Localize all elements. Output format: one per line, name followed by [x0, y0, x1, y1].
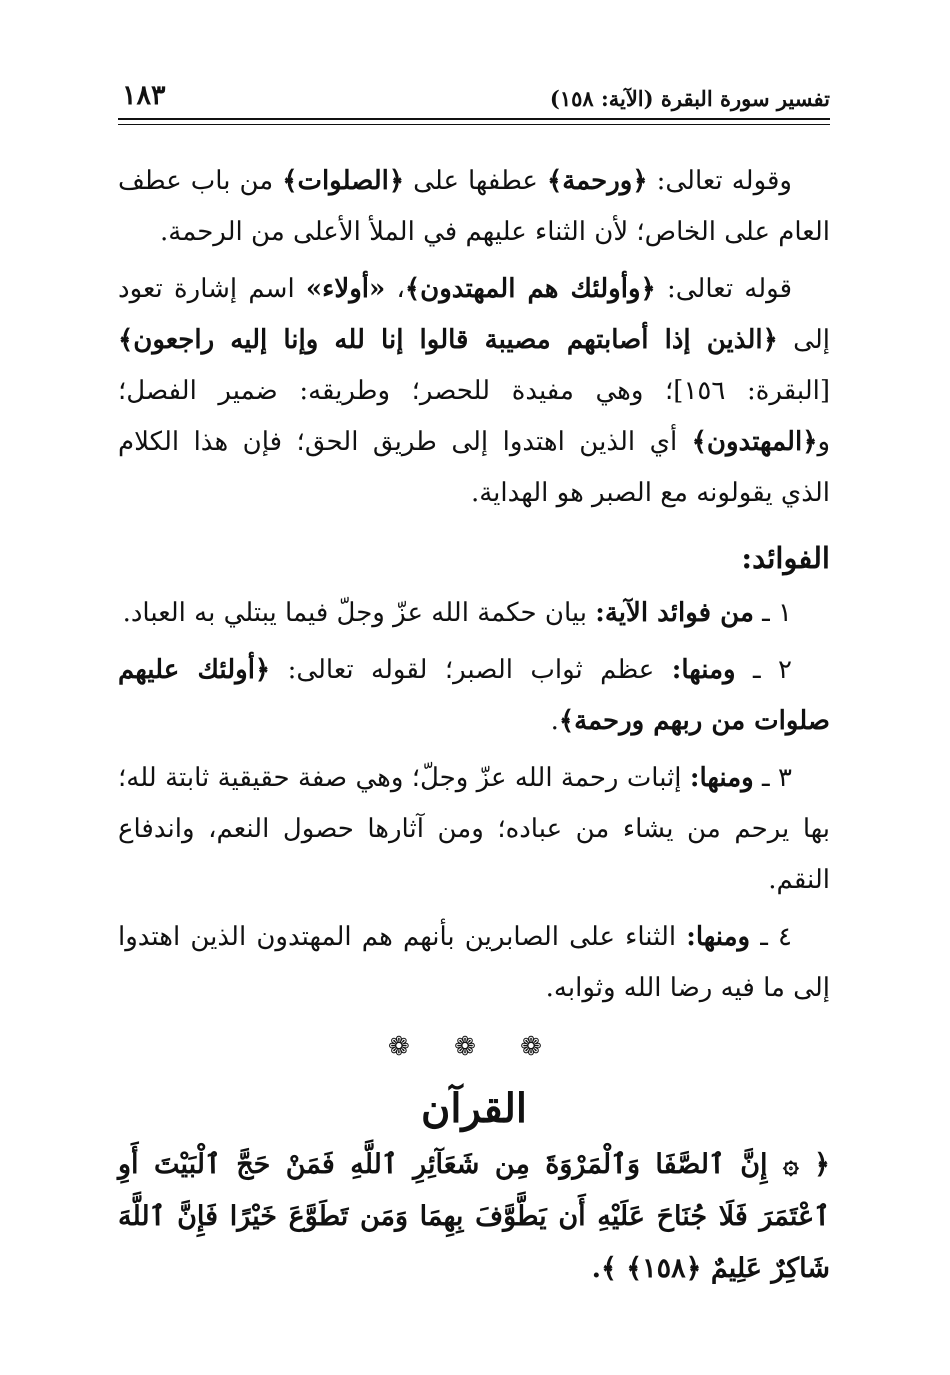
benefit-2 — [118, 645, 830, 747]
quote-term: ﴿وأولئك هم المهتدون﴾ — [404, 274, 656, 304]
page-number: ١٨٣ — [122, 80, 166, 111]
benefit-text: الثناء على الصابرين بأنهم هم المهتدون الذين اهتدوا إلى ما فيه رضا الله وثوابه. — [118, 922, 830, 1003]
benefit-number: ١ ـ — [753, 598, 792, 628]
benefit-lead: ومنها: — [671, 655, 736, 685]
benefit-lead: ومنها: — [686, 922, 751, 952]
benefit-1 — [118, 588, 830, 639]
quran-heading: القرآن — [420, 1085, 528, 1132]
page-body — [118, 156, 830, 1295]
text: من باب عطف العام على الخاص؛ لأن الثناء عليهم في الملأ الأعلى من الرحمة. — [118, 166, 830, 247]
text: . — [550, 706, 559, 736]
benefits-heading: الفوائد: — [741, 541, 830, 575]
running-title: تفسير سورة البقرة (الآية: ١٥٨) — [549, 86, 830, 111]
header-rule — [118, 124, 830, 125]
benefit-3 — [118, 753, 830, 906]
benefit-number: ٣ ـ — [753, 763, 792, 793]
benefit-text: بيان حكمة الله عزّ وجلّ فيما يبتلي به العباد. — [122, 598, 596, 628]
quote-verse: ﴿الذين إذا أصابتهم مصيبة قالوا إنا لله وإنا إليه راجعون﴾ — [118, 325, 778, 355]
text: اسم إشارة تعود إلى — [118, 274, 830, 355]
paragraph-2 — [118, 264, 830, 519]
text: وقوله تعالى: — [647, 166, 792, 196]
benefit-lead: من فوائد الآية: — [595, 598, 754, 628]
quote-term: ﴿ورحمة﴾ — [546, 166, 648, 196]
paragraph-1 — [118, 156, 830, 258]
section-separator: ❁ ❁ ❁ — [388, 1032, 560, 1062]
quote-term: ﴿الصلوات﴾ — [282, 166, 405, 196]
page-header — [118, 78, 830, 120]
text: أي الذين اهتدوا إلى طريق الحق؛ فإن هذا الكلام الذي يقولونه مع الصبر هو الهداية. — [118, 427, 830, 508]
benefit-lead: ومنها: — [689, 763, 754, 793]
benefit-text: عظم ثواب الصبر؛ لقوله تعالى: — [270, 655, 672, 685]
text: عطفها على — [404, 166, 547, 196]
benefit-text: إثبات رحمة الله عزّ وجلّ؛ وهي صفة حقيقية ثابتة لله؛ بها يرحم من يشاء من عباده؛ ومن آثارها حصول النعم، واندفاع النقم. — [118, 763, 830, 895]
benefit-number: ٢ ـ — [735, 655, 792, 685]
benefit-number: ٤ ـ — [750, 922, 792, 952]
text: [البقرة: ١٥٦]؛ وهي مفيدة للحصر؛ وطريقه: ضمير الفصل؛ و — [118, 376, 831, 457]
quote-verse: ﴿أولئك عليهم صلوات من ربهم ورحمة﴾ — [118, 655, 830, 736]
text: ، — [385, 274, 405, 304]
quote-term: ﴿المهتدون﴾ — [691, 427, 818, 457]
text: قوله تعالى: — [655, 274, 793, 304]
benefit-4 — [118, 912, 830, 1014]
page — [118, 78, 830, 1295]
quran-verse: ﴿ ۞ إِنَّ ٱلصَّفَا وَٱلْمَرْوَةَ مِن شَعَآئِرِ ٱللَّهِ فَمَنْ حَجَّ ٱلْبَيْتَ أَوِ ٱعْتَمَرَ فَلَا جُنَاحَ عَلَيْهِ أَن يَطَّوَّفَ بِهِمَا وَمَن تَطَوَّعَ خَيْرًا فَإِنَّ ٱللَّهَ شَاكِرٌ عَلِيمٌ ﴿١٥٨﴾ ﴾. — [118, 1149, 830, 1284]
quote-term: «أولاء» — [305, 274, 386, 304]
